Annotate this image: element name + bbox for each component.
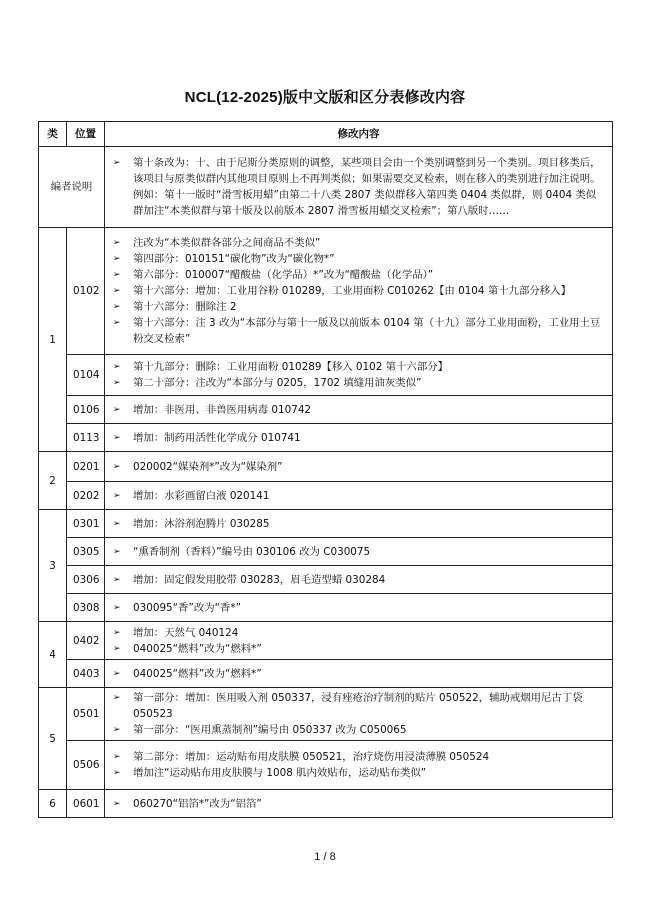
arrow-bullet-icon: ➢ bbox=[113, 752, 121, 762]
group-code: 0202 bbox=[67, 482, 105, 510]
list-item bbox=[113, 235, 606, 251]
list-item bbox=[113, 402, 606, 418]
change-content bbox=[105, 228, 613, 355]
change-text: 第十六部分：增加：工业用谷粉 010289，工业用面粉 C010262【由 0104 第十九部分移入】 bbox=[133, 285, 571, 297]
change-text: 增加：制药用活性化学成分 010741 bbox=[133, 431, 301, 444]
change-text: “熏香制剂（香料）”编号由 030106 改为 C030075 bbox=[133, 545, 371, 558]
list-item bbox=[113, 600, 606, 616]
change-content bbox=[105, 396, 613, 424]
change-text: 增加：非医用、非兽医用病毒 010742 bbox=[133, 403, 312, 416]
list-item bbox=[113, 666, 606, 682]
change-text: 第二部分：增加：运动贴布用皮肤膜 050521，治疗烧伤用浸渍薄膜 050524 bbox=[133, 751, 490, 763]
header-class: 类 bbox=[39, 122, 67, 147]
change-text: 第六部分：010007“醋酸盐（化学品）*”改为“醋酸盐（化学品）” bbox=[133, 269, 434, 281]
change-content bbox=[105, 594, 613, 622]
change-text: 增加：固定假发用胶带 030283，眉毛造型蜡 030284 bbox=[133, 573, 386, 586]
arrow-bullet-icon: ➢ bbox=[113, 270, 121, 280]
change-text: 注改为“本类似群各部分之间商品不类似” bbox=[133, 237, 321, 249]
table-row bbox=[39, 538, 613, 566]
list-item bbox=[113, 459, 606, 475]
arrow-bullet-icon: ➢ bbox=[113, 432, 121, 443]
arrow-bullet-icon: ➢ bbox=[113, 768, 121, 778]
change-text: 040025“燃料”改为“燃料*” bbox=[133, 642, 262, 655]
change-content bbox=[105, 741, 613, 790]
change-content bbox=[105, 355, 613, 396]
list-item bbox=[113, 722, 606, 738]
change-text: 第一部分：“医用熏蒸制剂”编号由 050337 改为 C050065 bbox=[133, 724, 407, 736]
list-item bbox=[113, 315, 606, 347]
change-text: 增加：沐浴剂泡腾片 030285 bbox=[133, 517, 270, 530]
class-number: 1 bbox=[39, 228, 67, 452]
arrow-bullet-icon: ➢ bbox=[113, 602, 121, 613]
arrow-bullet-icon: ➢ bbox=[113, 693, 121, 703]
change-content bbox=[105, 482, 613, 510]
change-content bbox=[105, 566, 613, 594]
group-code: 0306 bbox=[67, 566, 105, 594]
group-code: 0402 bbox=[67, 622, 105, 660]
change-text: 第一部分：增加：医用吸入剂 050337，浸有痤疮治疗制剂的贴片 050522，辅助戒烟用尼古丁袋 050523 bbox=[133, 692, 583, 720]
list-item bbox=[113, 749, 606, 765]
group-code: 0104 bbox=[67, 355, 105, 396]
class-number: 5 bbox=[39, 688, 67, 790]
group-code: 0305 bbox=[67, 538, 105, 566]
change-content bbox=[105, 660, 613, 688]
change-content bbox=[105, 424, 613, 452]
arrow-bullet-icon: ➢ bbox=[113, 286, 121, 296]
list-item bbox=[113, 251, 606, 267]
change-text: 第十六部分：删除注 2 bbox=[133, 301, 237, 313]
list-item bbox=[113, 641, 606, 657]
class-number: 4 bbox=[39, 622, 67, 688]
list-item bbox=[113, 267, 606, 283]
table-row bbox=[39, 482, 613, 510]
change-text: 第四部分：010151“碳化物”改为“碳化物*” bbox=[133, 253, 335, 265]
change-text: 增加：天然气 040124 bbox=[133, 626, 239, 639]
editor-note-row bbox=[39, 147, 613, 228]
change-text: 060270“铝箔*”改为“铝箔” bbox=[133, 797, 262, 810]
change-content bbox=[105, 688, 613, 741]
group-code: 0301 bbox=[67, 510, 105, 538]
arrow-bullet-icon: ➢ bbox=[113, 461, 121, 472]
group-code: 0501 bbox=[67, 688, 105, 741]
table-row bbox=[39, 228, 613, 355]
list-item bbox=[113, 572, 606, 588]
changes-table bbox=[38, 121, 613, 818]
arrow-bullet-icon: ➢ bbox=[113, 574, 121, 585]
arrow-bullet-icon: ➢ bbox=[113, 318, 121, 328]
list-item bbox=[113, 375, 606, 391]
class-number: 6 bbox=[39, 790, 67, 818]
arrow-bullet-icon: ➢ bbox=[113, 798, 121, 809]
arrow-bullet-icon: ➢ bbox=[113, 627, 121, 638]
table-row bbox=[39, 594, 613, 622]
list-item bbox=[113, 544, 606, 560]
list-item bbox=[113, 516, 606, 532]
list-item bbox=[113, 430, 606, 446]
table-row bbox=[39, 790, 613, 818]
change-text: 第二十部分：注改为“本部分与 0205，1702 填缝用油灰类似” bbox=[133, 377, 422, 389]
list-item bbox=[113, 299, 606, 315]
class-number: 2 bbox=[39, 452, 67, 510]
table-row bbox=[39, 452, 613, 482]
table-row bbox=[39, 622, 613, 660]
table-row bbox=[39, 510, 613, 538]
change-content bbox=[105, 538, 613, 566]
class-number: 3 bbox=[39, 510, 67, 622]
arrow-bullet-icon: ➢ bbox=[113, 518, 121, 529]
arrow-bullet-icon: ➢ bbox=[113, 490, 121, 501]
group-code: 0201 bbox=[67, 452, 105, 482]
page-title: NCL(12-2025)版中文版和区分表修改内容 bbox=[184, 89, 466, 106]
header-content: 修改内容 bbox=[105, 122, 613, 147]
list-item bbox=[113, 283, 606, 299]
page-number: 1 / 8 bbox=[314, 851, 336, 863]
change-text: 020002“媒染剂*”改为“媒染剂” bbox=[133, 460, 283, 473]
arrow-bullet-icon: ➢ bbox=[113, 302, 121, 312]
arrow-bullet-icon: ➢ bbox=[113, 668, 121, 679]
list-item bbox=[113, 488, 606, 504]
arrow-bullet-icon: ➢ bbox=[113, 238, 121, 248]
list-item bbox=[113, 765, 606, 781]
group-code: 0308 bbox=[67, 594, 105, 622]
table-row bbox=[39, 566, 613, 594]
header-position: 位置 bbox=[67, 122, 105, 147]
change-text: 增加：水彩画留白液 020141 bbox=[133, 489, 270, 502]
arrow-bullet-icon: ➢ bbox=[113, 546, 121, 557]
editor-note-label: 编者说明 bbox=[39, 147, 105, 228]
list-item bbox=[113, 690, 606, 722]
group-code: 0403 bbox=[67, 660, 105, 688]
arrow-bullet-icon: ➢ bbox=[113, 362, 121, 372]
list-item bbox=[113, 796, 606, 812]
change-content bbox=[105, 790, 613, 818]
arrow-bullet-icon: ➢ bbox=[113, 158, 121, 168]
change-content bbox=[105, 622, 613, 660]
group-code: 0601 bbox=[67, 790, 105, 818]
arrow-bullet-icon: ➢ bbox=[113, 378, 121, 388]
group-code: 0113 bbox=[67, 424, 105, 452]
change-text: 040025“燃料”改为“燃料*” bbox=[133, 667, 262, 680]
change-content bbox=[105, 452, 613, 482]
arrow-bullet-icon: ➢ bbox=[113, 643, 121, 654]
list-item bbox=[113, 359, 606, 375]
editor-note-text: 第十条改为：十、由于尼斯分类原则的调整，某些项目会由一个类别调整到另一个类别。项目移类后，该项目与原类似群内其他项目原则上不再判类似；如果需要交叉检索，则在移入的类别进行加注说明。例如：第十一版时“滑雪板用蜡”由第二十八类 2807 类似群移入第四类 0404 类似群，则 0404 类似群加注“本类似群与第十版及以前版本 2807 滑雪板用蜡交叉检索”；第八版时…… bbox=[133, 157, 601, 217]
arrow-bullet-icon: ➢ bbox=[113, 725, 121, 735]
table-row bbox=[39, 424, 613, 452]
group-code: 0506 bbox=[67, 741, 105, 790]
change-text: 第十九部分：删除：工业用面粉 010289【移入 0102 第十六部分】 bbox=[133, 361, 448, 373]
editor-note-content bbox=[105, 147, 613, 228]
arrow-bullet-icon: ➢ bbox=[113, 254, 121, 264]
table-row bbox=[39, 660, 613, 688]
table-row bbox=[39, 396, 613, 424]
group-code: 0106 bbox=[67, 396, 105, 424]
list-item bbox=[113, 155, 606, 219]
change-text: 第十六部分：注 3 改为“本部分与第十一版及以前版本 0104 第（十九）部分工业用面粉，工业用土豆粉交叉检索” bbox=[133, 317, 601, 345]
change-text: 增加注“运动贴布用皮肤膜与 1008 肌内效贴布，运动贴布类似” bbox=[133, 767, 427, 779]
table-header-row bbox=[39, 122, 613, 147]
change-content bbox=[105, 510, 613, 538]
table-row bbox=[39, 688, 613, 741]
group-code: 0102 bbox=[67, 228, 105, 355]
change-text: 030095“香”改为“香*” bbox=[133, 601, 241, 614]
list-item bbox=[113, 625, 606, 641]
table-row bbox=[39, 355, 613, 396]
table-row bbox=[39, 741, 613, 790]
arrow-bullet-icon: ➢ bbox=[113, 404, 121, 415]
